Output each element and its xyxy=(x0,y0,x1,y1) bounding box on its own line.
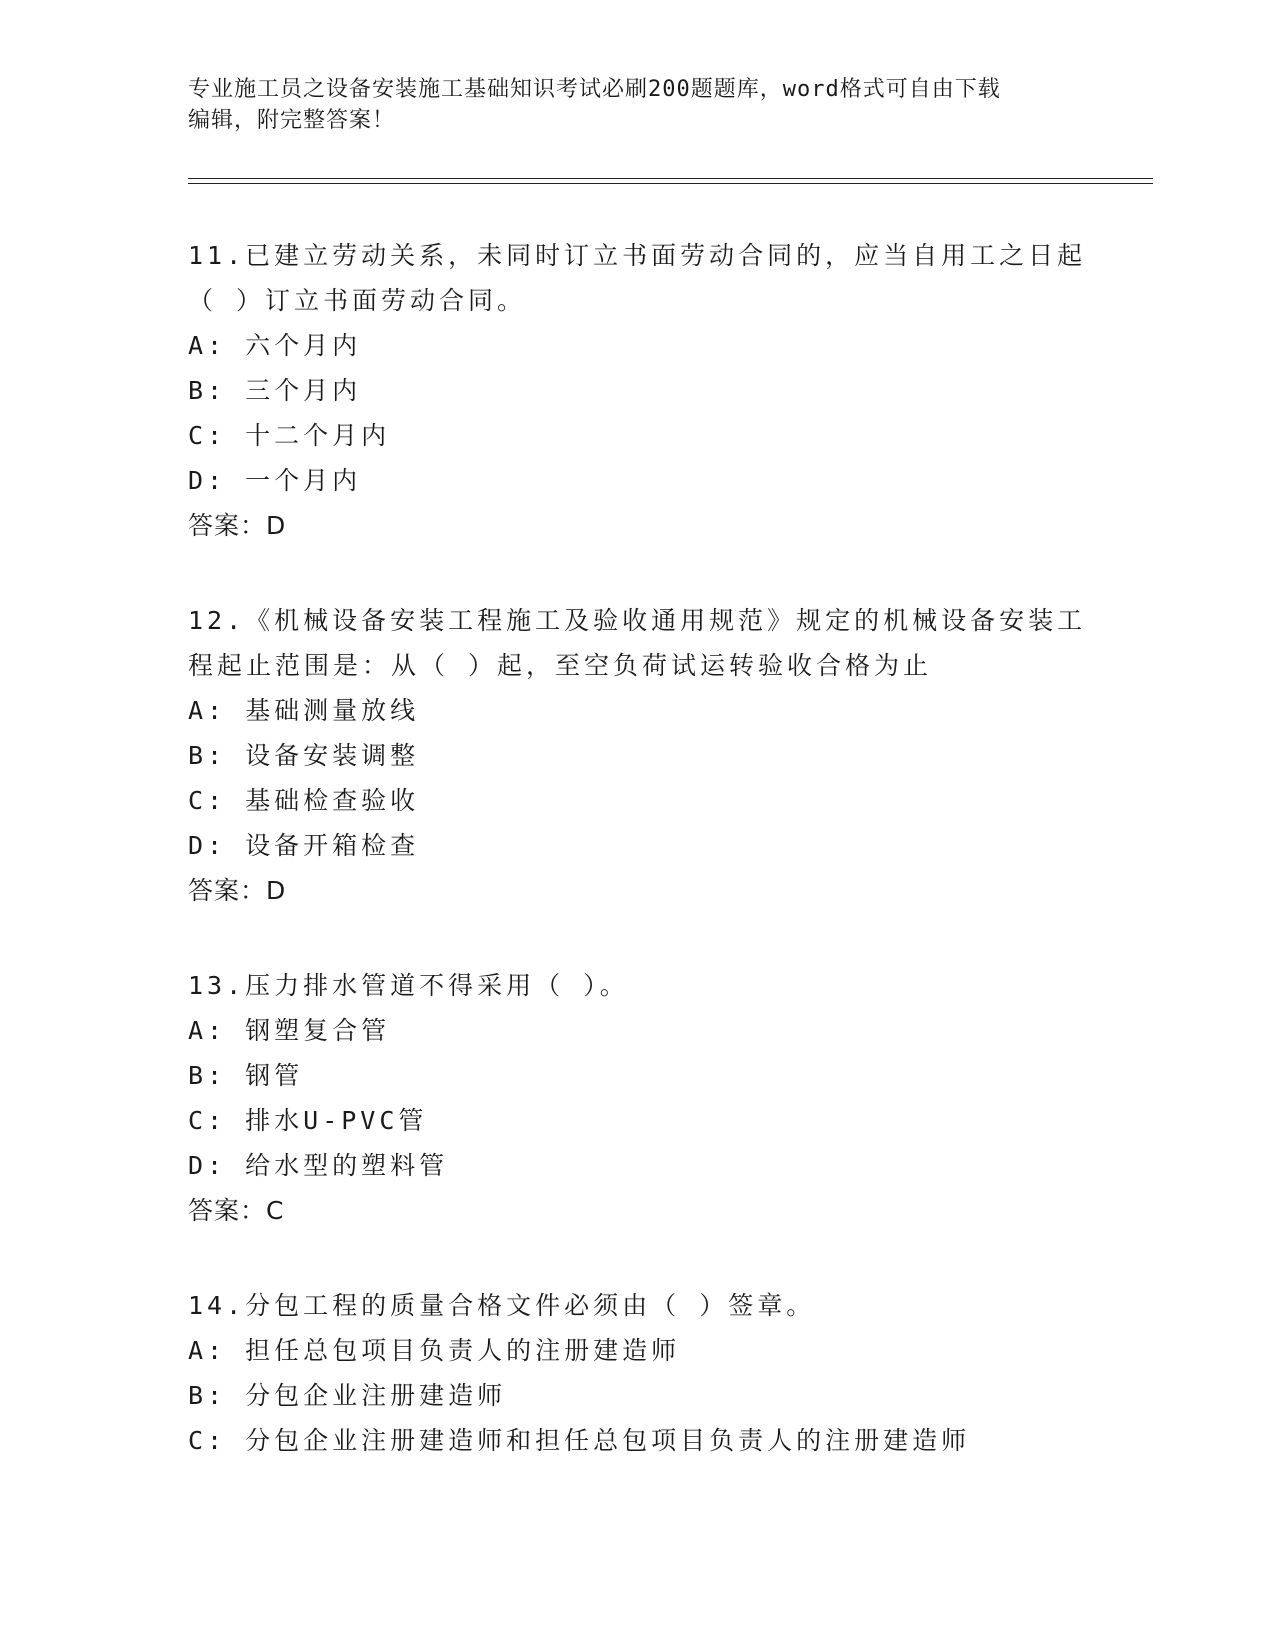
header-line-2: 编辑，附完整答案！ xyxy=(188,108,396,133)
question-14 xyxy=(188,1283,1088,1463)
option-c: C: 基础检查验收 xyxy=(188,786,420,815)
question-stem-line: 11.已建立劳动关系，未同时订立书面劳动合同的，应当自用工之日起 xyxy=(188,241,1087,270)
option-c: C: 十二个月内 xyxy=(188,421,391,450)
option-c: C: 分包企业注册建造师和担任总包项目负责人的注册建造师 xyxy=(188,1426,971,1455)
question-12 xyxy=(188,598,1088,913)
question-11 xyxy=(188,233,1088,548)
question-stem-line: 程起止范围是：从（ ）起，至空负荷试运转验收合格为止 xyxy=(188,651,933,680)
option-a: A: 钢塑复合管 xyxy=(188,1016,391,1045)
question-stem-line: 14.分包工程的质量合格文件必须由（ ）签章。 xyxy=(188,1291,816,1320)
header-line-1: 专业施工员之设备安装施工基础知识考试必刷200题题库，word格式可自由下载 xyxy=(188,77,1001,102)
option-d: D: 设备开箱检查 xyxy=(188,831,420,860)
option-b: B: 设备安装调整 xyxy=(188,741,420,770)
option-b: B: 分包企业注册建造师 xyxy=(188,1381,507,1410)
option-a: A: 六个月内 xyxy=(188,331,362,360)
question-13 xyxy=(188,963,1088,1233)
question-stem-line: 12.《机械设备安装工程施工及验收通用规范》规定的机械设备安装工 xyxy=(188,606,1087,635)
answer: 答案：D xyxy=(188,511,287,540)
option-d: D: 一个月内 xyxy=(188,466,362,495)
option-b: B: 三个月内 xyxy=(188,376,362,405)
header-divider-top xyxy=(188,178,1153,179)
question-stem-line: 13.压力排水管道不得采用（ ）。 xyxy=(188,971,629,1000)
answer: 答案：D xyxy=(188,876,287,905)
document-header xyxy=(188,74,1088,136)
option-b: B: 钢管 xyxy=(188,1061,304,1090)
question-stem-line: （ ）订立书面劳动合同。 xyxy=(188,286,527,315)
option-a: A: 基础测量放线 xyxy=(188,696,420,725)
header-divider-bottom xyxy=(188,183,1153,184)
answer: 答案：C xyxy=(188,1196,285,1225)
option-a: A: 担任总包项目负责人的注册建造师 xyxy=(188,1336,681,1365)
option-c: C: 排水U-PVC管 xyxy=(188,1106,428,1135)
option-d: D: 给水型的塑料管 xyxy=(188,1151,449,1180)
